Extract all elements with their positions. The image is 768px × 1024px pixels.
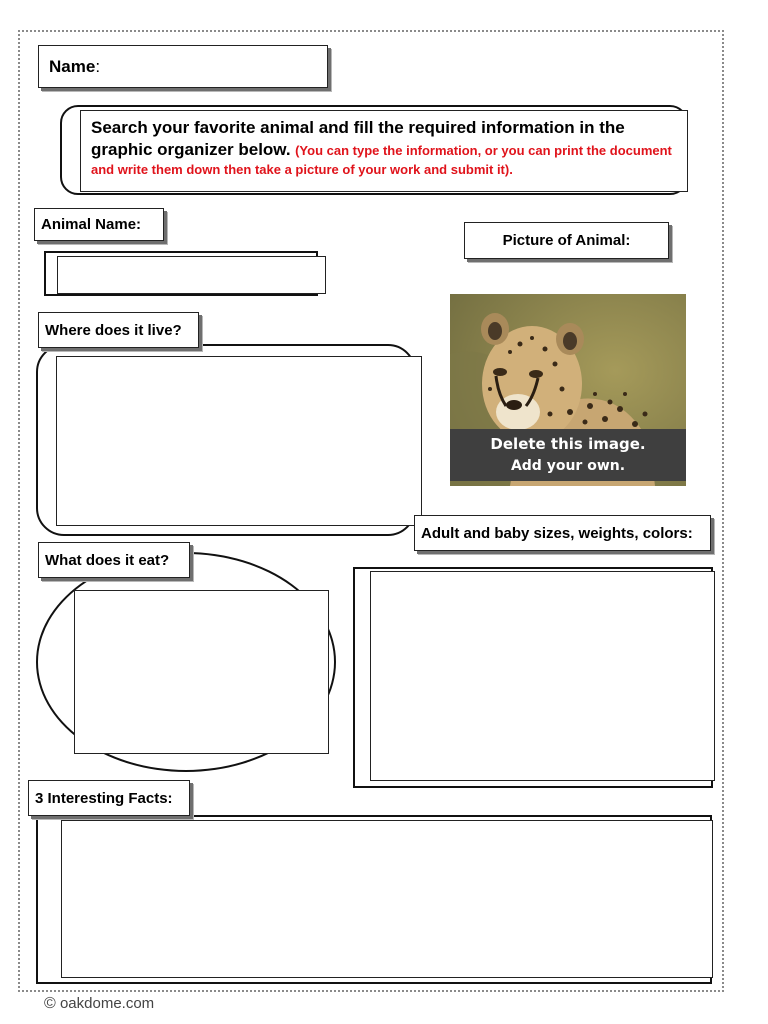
animal-name-label: Animal Name: (34, 208, 164, 241)
name-field[interactable] (38, 45, 328, 88)
sizes-label: Adult and baby sizes, weights, colors: (414, 515, 711, 551)
name-label: Name (49, 56, 96, 76)
habitat-label: Where does it live? (38, 312, 199, 348)
picture-label: Picture of Animal: (464, 222, 669, 259)
photo-caption-line2: Add your own. (510, 458, 626, 474)
name-colon: : (95, 56, 101, 76)
animal-photo[interactable] (450, 294, 686, 486)
diet-input[interactable] (74, 590, 329, 754)
instructions-note: (You can type the information, or you can print the document and write them down then take a picture of your work and submit it). (91, 143, 672, 177)
photo-caption-line1: Delete this image. (490, 435, 646, 453)
photo-caption-banner (450, 429, 686, 481)
habitat-input[interactable] (56, 356, 422, 526)
copyright-site: oakdome.com (59, 995, 155, 1012)
sizes-input[interactable] (370, 571, 715, 781)
animal-name-input[interactable] (57, 256, 326, 294)
instructions-box (80, 110, 688, 192)
copyright-footer (44, 995, 154, 1013)
diet-label: What does it eat? (38, 542, 190, 578)
copyright-symbol: © (44, 995, 56, 1012)
facts-label: 3 Interesting Facts: (28, 780, 190, 816)
facts-input[interactable] (61, 820, 713, 978)
instructions-text: Search your favorite animal and fill the required information in the graphic organizer below. (91, 118, 625, 159)
